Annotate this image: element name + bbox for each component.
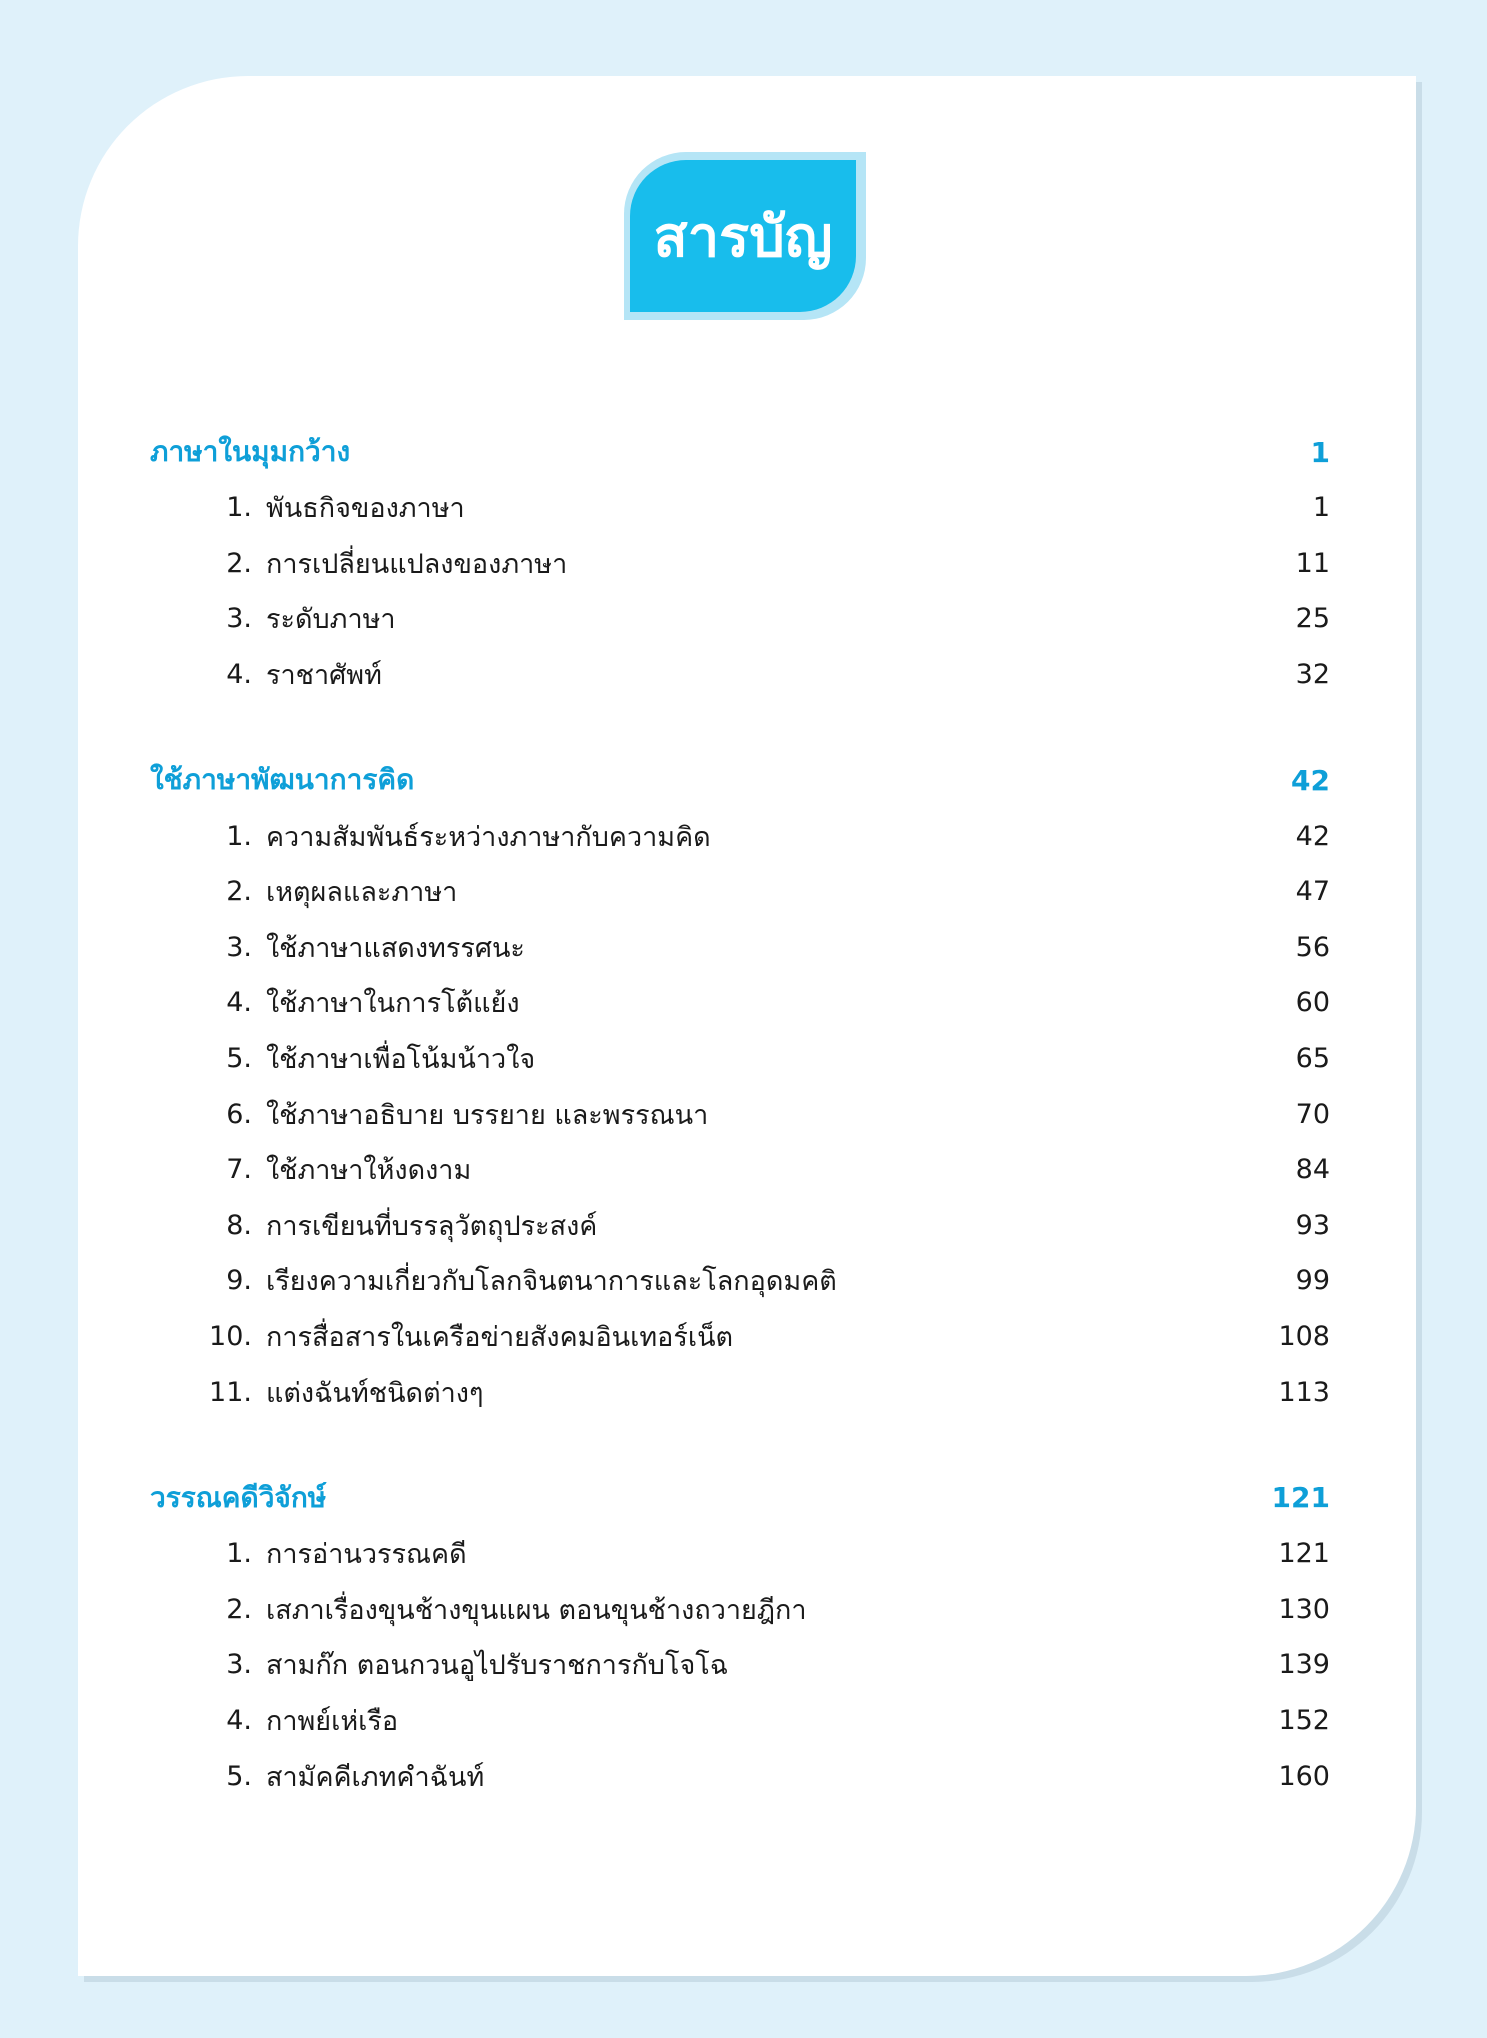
entry-number: 4. [226,659,252,691]
toc-entry[interactable] [150,975,1330,1031]
toc-entry[interactable] [150,1526,1330,1582]
entry-number: 2. [226,876,252,908]
section-page: 1 [1310,435,1330,469]
entry-page: 1 [1312,492,1330,524]
toc-entry[interactable] [150,920,1330,976]
entry-number: 2. [226,547,252,579]
entry-number: 3. [226,1649,252,1681]
entry-page: 93 [1295,1209,1330,1241]
entry-label: ความสัมพันธ์ระหว่างภาษากับความคิด [266,821,711,853]
entry-page: 11 [1295,547,1330,579]
entry-number: 1. [226,492,252,524]
entry-label: การอ่านวรรณคดี [266,1539,467,1571]
entry-page: 56 [1295,931,1330,963]
entry-label: ระดับภาษา [266,604,396,636]
entry-page: 42 [1295,820,1330,852]
entry-number: 3. [226,603,252,635]
toc-entry[interactable] [150,864,1330,920]
toc-section [150,752,1330,1420]
entry-number: 3. [226,931,252,963]
entry-page: 152 [1278,1704,1330,1736]
toc-entry[interactable] [150,1031,1330,1087]
section-title: วรรณคดีวิจักษ์ [150,1480,327,1514]
entry-number: 8. [226,1209,252,1241]
entry-label: การเปลี่ยนแปลงของภาษา [266,548,568,580]
entry-label: เสภาเรื่องขุนช้างขุนแผน ตอนขุนช้างถวายฎีกา [266,1594,807,1626]
entry-page: 139 [1278,1649,1330,1681]
entry-label: สามก๊ก ตอนกวนอูไปรับราชการกับโจโฉ [266,1650,729,1682]
entry-label: สามัคคีเภทคำฉันท์ [266,1761,485,1793]
toc-section [150,1470,1330,1804]
entry-number: 5. [226,1043,252,1075]
entry-page: 60 [1295,987,1330,1019]
toc-entry[interactable] [150,1364,1330,1420]
toc-entry[interactable] [150,1693,1330,1749]
entry-number: 9. [226,1265,252,1297]
entry-number: 4. [226,1704,252,1736]
entry-number: 1. [226,1538,252,1570]
section-title: ใช้ภาษาพัฒนาการคิด [150,763,415,797]
section-page: 42 [1291,763,1330,797]
entry-page: 121 [1278,1538,1330,1570]
entry-page: 160 [1278,1760,1330,1792]
toc-entry[interactable] [150,1582,1330,1638]
entry-page: 65 [1295,1043,1330,1075]
toc-entry[interactable] [150,1253,1330,1309]
entry-page: 70 [1295,1098,1330,1130]
section-page: 121 [1271,1481,1330,1515]
entry-page: 99 [1295,1265,1330,1297]
page-title: สารบัญ [653,205,833,270]
entry-label: พันธกิจของภาษา [266,493,465,525]
entry-number: 2. [226,1593,252,1625]
entry-page: 32 [1295,659,1330,691]
entry-label: แต่งฉันท์ชนิดต่างๆ [266,1377,484,1409]
toc-entry[interactable] [150,1198,1330,1254]
toc-entry[interactable] [150,1309,1330,1365]
toc-entry[interactable] [150,536,1330,592]
entry-number: 10. [209,1321,252,1353]
entry-page: 47 [1295,876,1330,908]
toc-entry[interactable] [150,591,1330,647]
toc-entry[interactable] [150,1086,1330,1142]
entry-page: 25 [1295,603,1330,635]
toc-entry[interactable] [150,480,1330,536]
entry-label: ใช้ภาษาเพื่อโน้มน้าวใจ [266,1044,536,1076]
table-of-contents [150,424,1330,1854]
entry-number: 11. [209,1376,252,1408]
toc-entry[interactable] [150,1748,1330,1804]
entry-number: 7. [226,1154,252,1186]
entry-page: 84 [1295,1154,1330,1186]
toc-entry[interactable] [150,647,1330,703]
section-title: ภาษาในมุมกว้าง [150,435,351,468]
entry-label: ใช้ภาษาแสดงทรรศนะ [266,932,525,964]
toc-section [150,424,1330,702]
toc-entry[interactable] [150,1637,1330,1693]
entry-label: ใช้ภาษาในการโต้แย้ง [266,988,520,1020]
section-heading-row[interactable] [150,1470,1330,1526]
entry-label: ราชาศัพท์ [266,660,382,692]
toc-entry[interactable] [150,808,1330,864]
entry-page: 130 [1278,1593,1330,1625]
entry-page: 113 [1278,1376,1330,1408]
entry-label: การเขียนที่บรรลุวัตถุประสงค์ [266,1210,598,1242]
section-heading-row[interactable] [150,752,1330,808]
entry-label: เหตุผลและภาษา [266,877,458,909]
entry-number: 4. [226,987,252,1019]
entry-label: ใช้ภาษาให้งดงาม [266,1155,472,1187]
entry-label: กาพย์เห่เรือ [266,1705,399,1737]
entry-label: การสื่อสารในเครือข่ายสังคมอินเทอร์เน็ต [266,1322,734,1354]
toc-entry[interactable] [150,1142,1330,1198]
entry-label: เรียงความเกี่ยวกับโลกจินตนาการและโลกอุดมคติ [266,1266,837,1298]
entry-page: 108 [1278,1321,1330,1353]
entry-number: 5. [226,1760,252,1792]
title-badge [630,160,856,312]
entry-number: 1. [226,820,252,852]
section-heading-row[interactable] [150,424,1330,480]
entry-label: ใช้ภาษาอธิบาย บรรยาย และพรรณนา [266,1099,709,1131]
entry-number: 6. [226,1098,252,1130]
